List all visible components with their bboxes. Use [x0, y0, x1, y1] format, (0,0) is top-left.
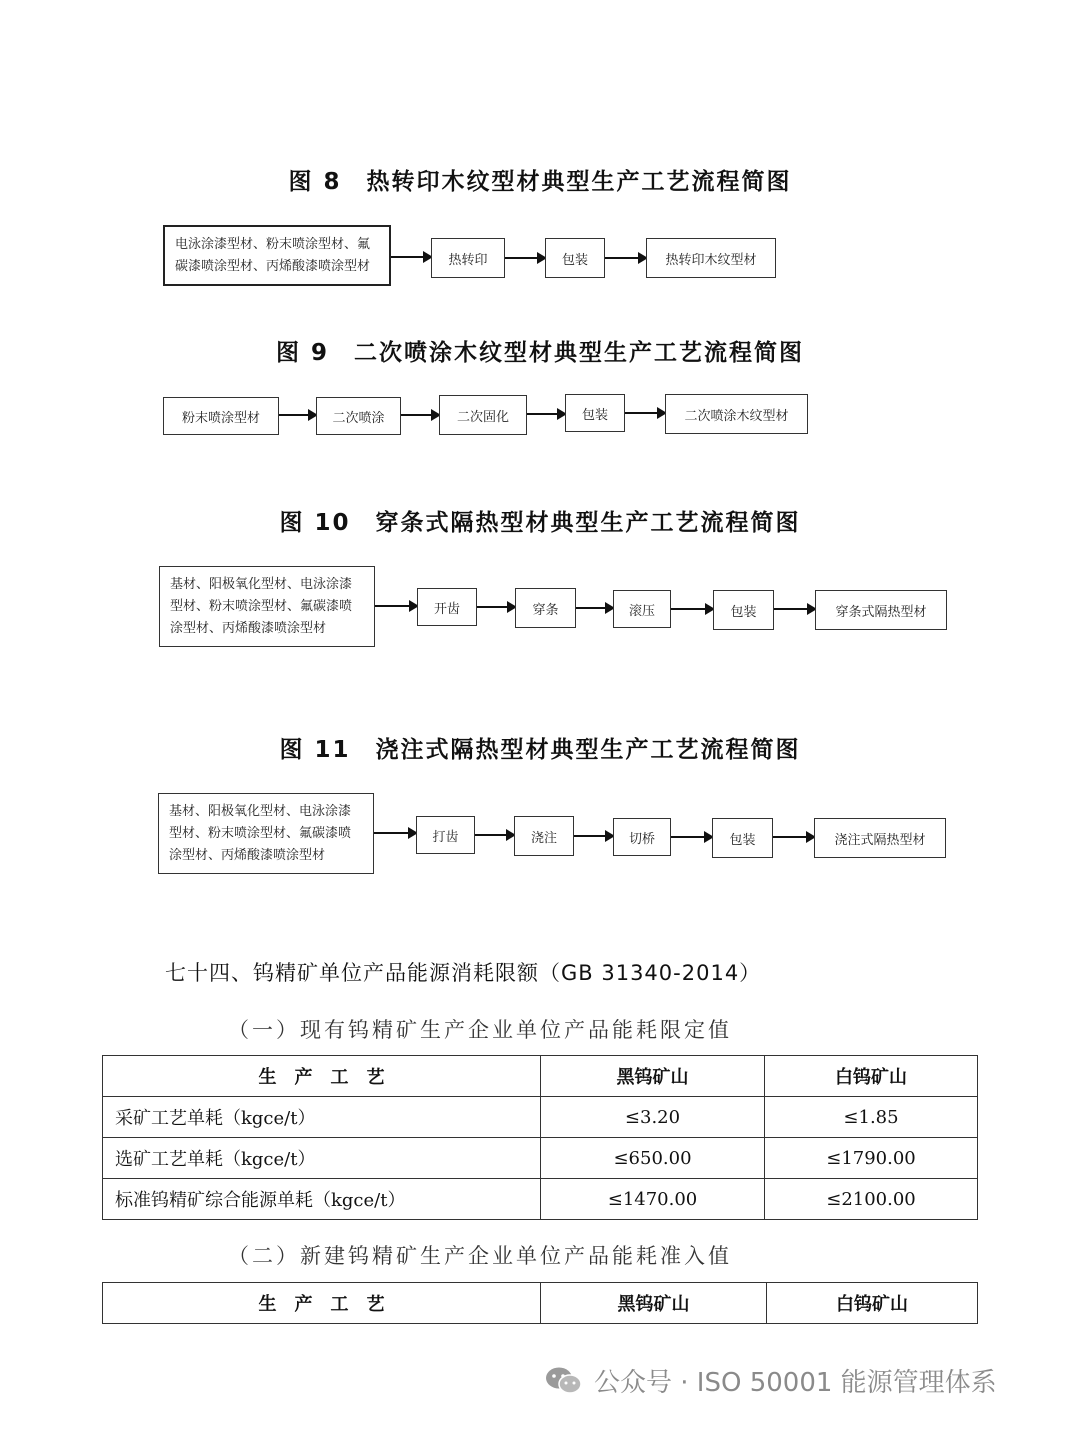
flow-arrow — [477, 606, 515, 608]
flow-box-fig8-end: 热转印木纹型材 — [646, 238, 776, 278]
energy-limit-table-new — [102, 1282, 978, 1324]
flow-arrow — [505, 257, 545, 259]
flow-arrow — [375, 605, 417, 607]
row-value: ≤650.00 — [541, 1138, 765, 1179]
table-header-row — [103, 1056, 978, 1097]
row-label: 选矿工艺单耗（kgce/t） — [103, 1138, 541, 1179]
flow-box-fig11-step: 切桥 — [613, 818, 671, 856]
flow-arrow — [279, 414, 316, 416]
figure-10-title: 图 10 穿条式隔热型材典型生产工艺流程简图 — [279, 510, 801, 536]
flow-box-fig11-step: 浇注 — [514, 816, 574, 856]
watermark — [544, 1362, 997, 1399]
table-row — [103, 1179, 978, 1220]
watermark-text: 公众号 · ISO 50001 能源管理体系 — [594, 1368, 997, 1398]
flow-box-fig9-step: 二次喷涂 — [316, 397, 401, 435]
flow-box-fig8-start: 电泳涂漆型材、粉末喷涂型材、氟碳漆喷涂型材、丙烯酸漆喷涂型材 — [163, 225, 391, 286]
energy-limit-table-existing — [102, 1055, 978, 1220]
flow-box-fig10-start: 基材、阳极氧化型材、电泳涂漆型材、粉末喷涂型材、氟碳漆喷涂型材、丙烯酸漆喷涂型材 — [159, 566, 375, 647]
table-header-row — [103, 1283, 978, 1324]
flow-arrow — [574, 835, 613, 837]
flow-arrow — [605, 257, 646, 259]
figure-9-title: 图 9 二次喷涂木纹型材典型生产工艺流程简图 — [275, 340, 804, 366]
flow-arrow — [774, 608, 815, 610]
header-wolframite: 黑钨矿山 — [541, 1056, 765, 1097]
flow-box-fig10-step: 滚压 — [613, 590, 671, 628]
flow-box-fig10-step: 包装 — [713, 590, 774, 630]
header-wolframite: 黑钨矿山 — [541, 1283, 767, 1324]
flow-box-fig10-step: 开齿 — [417, 588, 477, 626]
flow-box-fig11-start: 基材、阳极氧化型材、电泳涂漆型材、粉末喷涂型材、氟碳漆喷涂型材、丙烯酸漆喷涂型材 — [158, 793, 374, 874]
flow-arrow — [401, 414, 439, 416]
figure-11-title: 图 11 浇注式隔热型材典型生产工艺流程简图 — [279, 737, 801, 763]
subsection-2-title: （二）新建钨精矿生产企业单位产品能耗准入值 — [228, 1244, 732, 1268]
header-process: 生 产 工 艺 — [103, 1056, 541, 1097]
flow-box-fig10-step: 穿条 — [515, 588, 576, 628]
flow-arrow — [374, 832, 416, 834]
flow-arrow — [576, 607, 613, 609]
figure-8-title: 图 8 热转印木纹型材典型生产工艺流程简图 — [288, 169, 792, 195]
row-value: ≤1.85 — [765, 1097, 978, 1138]
row-value: ≤2100.00 — [765, 1179, 978, 1220]
flow-arrow — [391, 256, 431, 258]
flow-box-fig8-step: 热转印 — [431, 238, 505, 278]
flow-arrow — [671, 608, 713, 610]
flow-box-fig9-end: 二次喷涂木纹型材 — [665, 394, 808, 434]
row-value: ≤1470.00 — [541, 1179, 765, 1220]
row-value: ≤3.20 — [541, 1097, 765, 1138]
header-scheelite: 白钨矿山 — [767, 1283, 978, 1324]
flow-arrow — [671, 836, 712, 838]
flow-arrow — [773, 836, 814, 838]
flow-box-fig9-step: 包装 — [565, 394, 625, 432]
row-value: ≤1790.00 — [765, 1138, 978, 1179]
flow-box-fig9-step: 二次固化 — [439, 395, 527, 435]
flow-arrow — [625, 412, 665, 414]
table-row — [103, 1097, 978, 1138]
section-title: 七十四、钨精矿单位产品能源消耗限额（GB 31340-2014） — [165, 961, 762, 985]
subsection-1-title: （一）现有钨精矿生产企业单位产品能耗限定值 — [228, 1018, 732, 1042]
flow-box-fig10-end: 穿条式隔热型材 — [815, 590, 947, 630]
row-label: 采矿工艺单耗（kgce/t） — [103, 1097, 541, 1138]
header-process: 生 产 工 艺 — [103, 1283, 541, 1324]
flow-box-fig8-step: 包装 — [545, 238, 605, 278]
header-scheelite: 白钨矿山 — [765, 1056, 978, 1097]
flow-box-fig11-end: 浇注式隔热型材 — [814, 818, 946, 858]
flow-arrow — [475, 834, 514, 836]
row-label: 标准钨精矿综合能源单耗（kgce/t） — [103, 1179, 541, 1220]
table-row — [103, 1138, 978, 1179]
flow-box-fig9-start: 粉末喷涂型材 — [163, 397, 279, 435]
flow-arrow — [527, 413, 565, 415]
wechat-icon — [544, 1366, 584, 1396]
flow-box-fig11-step: 打齿 — [416, 816, 475, 854]
flow-box-fig11-step: 包装 — [712, 818, 773, 858]
